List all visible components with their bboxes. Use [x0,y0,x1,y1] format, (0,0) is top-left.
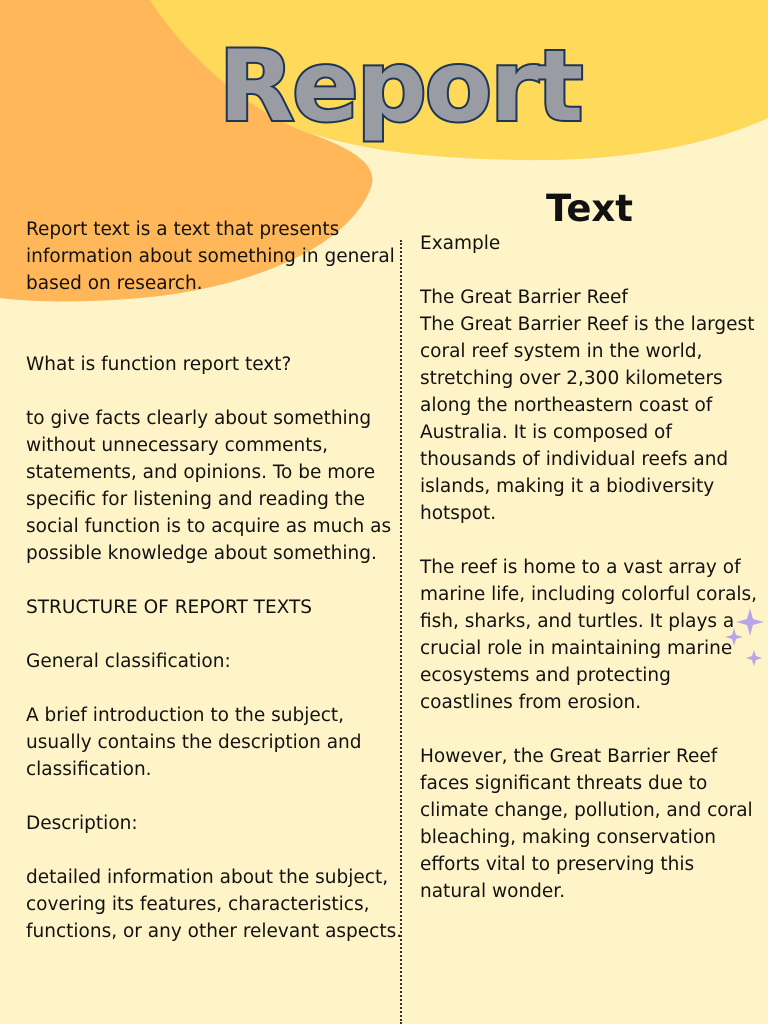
sparkle-icon [724,608,768,670]
function-question: What is function report text? [26,354,292,375]
description-label: Description: [26,813,138,834]
classification-label: General classification: [26,651,231,672]
function-answer: to give facts clearly about something without unnecessary comments, statements, and opinions. To be more specific for listening and reading the social function is to acquire as much as possible knowledge about something. [26,408,392,564]
example-title: The Great Barrier Reef [420,287,628,308]
example-paragraph-2: The reef is home to a vast array of marine life, including colorful corals, fish, sharks, and turtles. It plays a crucial role in maintaining marine ecosystems and protecting coastlines from erosion. [420,557,758,713]
page-title: Report [218,30,582,144]
right-column [420,230,765,905]
page-subtitle: Text [546,187,633,230]
classification-text: A brief introduction to the subject, usually contains the description and classification. [26,705,362,780]
example-paragraph-3: However, the Great Barrier Reef faces significant threats due to climate change, pollution, and coral bleaching, making conservation efforts vital to preserving this natural wonder. [420,746,753,902]
definition-text: Report text is a text that presents information about something in general based on research. [26,219,395,294]
left-column [26,216,406,945]
description-text: detailed information about the subject, covering its features, characteristics, functions, or any other relevant aspects. [26,867,403,942]
structure-heading: STRUCTURE OF REPORT TEXTS [26,597,313,618]
example-paragraph-1: The Great Barrier Reef is the largest coral reef system in the world, stretching over 2,300 kilometers along the northeastern coast of Australia. It is composed of thousands of individual reefs and islands, making it a biodiversity hotspot. [420,314,755,524]
example-label: Example [420,233,501,254]
